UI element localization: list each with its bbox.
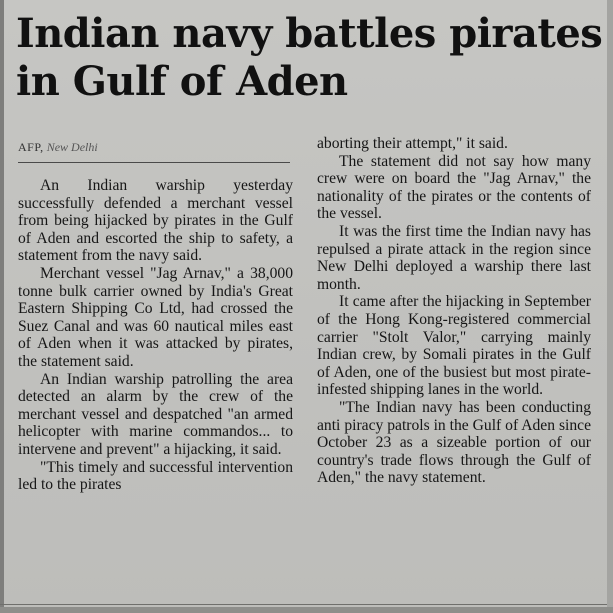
scan-edge-left xyxy=(0,0,4,613)
paragraph: An Indian warship yesterday successfully defended a merchant vessel from being hijacked by pirates in the Gulf of Aden and escorted the ship to safety, a statement from the navy said. xyxy=(18,177,293,265)
paragraph-continued: aborting their attempt," it said. xyxy=(317,135,508,152)
article-column-1 xyxy=(18,177,293,494)
byline xyxy=(18,140,290,163)
paragraph: The statement did not say how many crew were on board the "Jag Arnav," the nationality of the pirates or the contents of the vessel. xyxy=(317,152,591,223)
paragraph: It came after the hijacking in September of the Hong Kong-registered commercial carrier "Stolt Valor," carrying mainly Indian crew, by Somali pirates in the Gulf of Aden, one of the busiest but most pirate-infested shipping lanes in the world. xyxy=(317,293,591,399)
paragraph: An Indian warship patrolling the area detected an alarm by the crew of the merchant vessel and despatched "an armed helicopter with marine commandos... to intervene and prevent" a hijacking, it said. xyxy=(18,370,293,458)
article-column-2 xyxy=(317,135,591,487)
byline-place: New Delhi xyxy=(46,140,98,154)
byline-agency: AFP, xyxy=(18,140,44,154)
paragraph: Merchant vessel "Jag Arnav," a 38,000 tonne bulk carrier owned by India's Great Eastern Shipping Co Ltd, had crossed the Suez Canal and was 60 nautical miles east of Aden when it was attacked by pirates, the statement said. xyxy=(18,264,293,370)
paragraph: "The Indian navy has been conducting anti piracy patrols in the Gulf of Aden since October 23 as a sizeable portion of our country's trade flows through the Gulf of Aden," the navy statement. xyxy=(317,398,591,487)
scan-edge-right xyxy=(607,0,613,613)
headline: Indian navy battles pirates in Gulf of Aden xyxy=(16,10,603,105)
bottom-rule xyxy=(0,604,607,605)
paragraph: It was the first time the Indian navy has repulsed a pirate attack in the region since New Delhi deployed a warship there last month. xyxy=(317,222,591,293)
paragraph: "This timely and successful intervention led to the pirates xyxy=(18,458,293,494)
scan-edge-bottom xyxy=(0,607,613,613)
